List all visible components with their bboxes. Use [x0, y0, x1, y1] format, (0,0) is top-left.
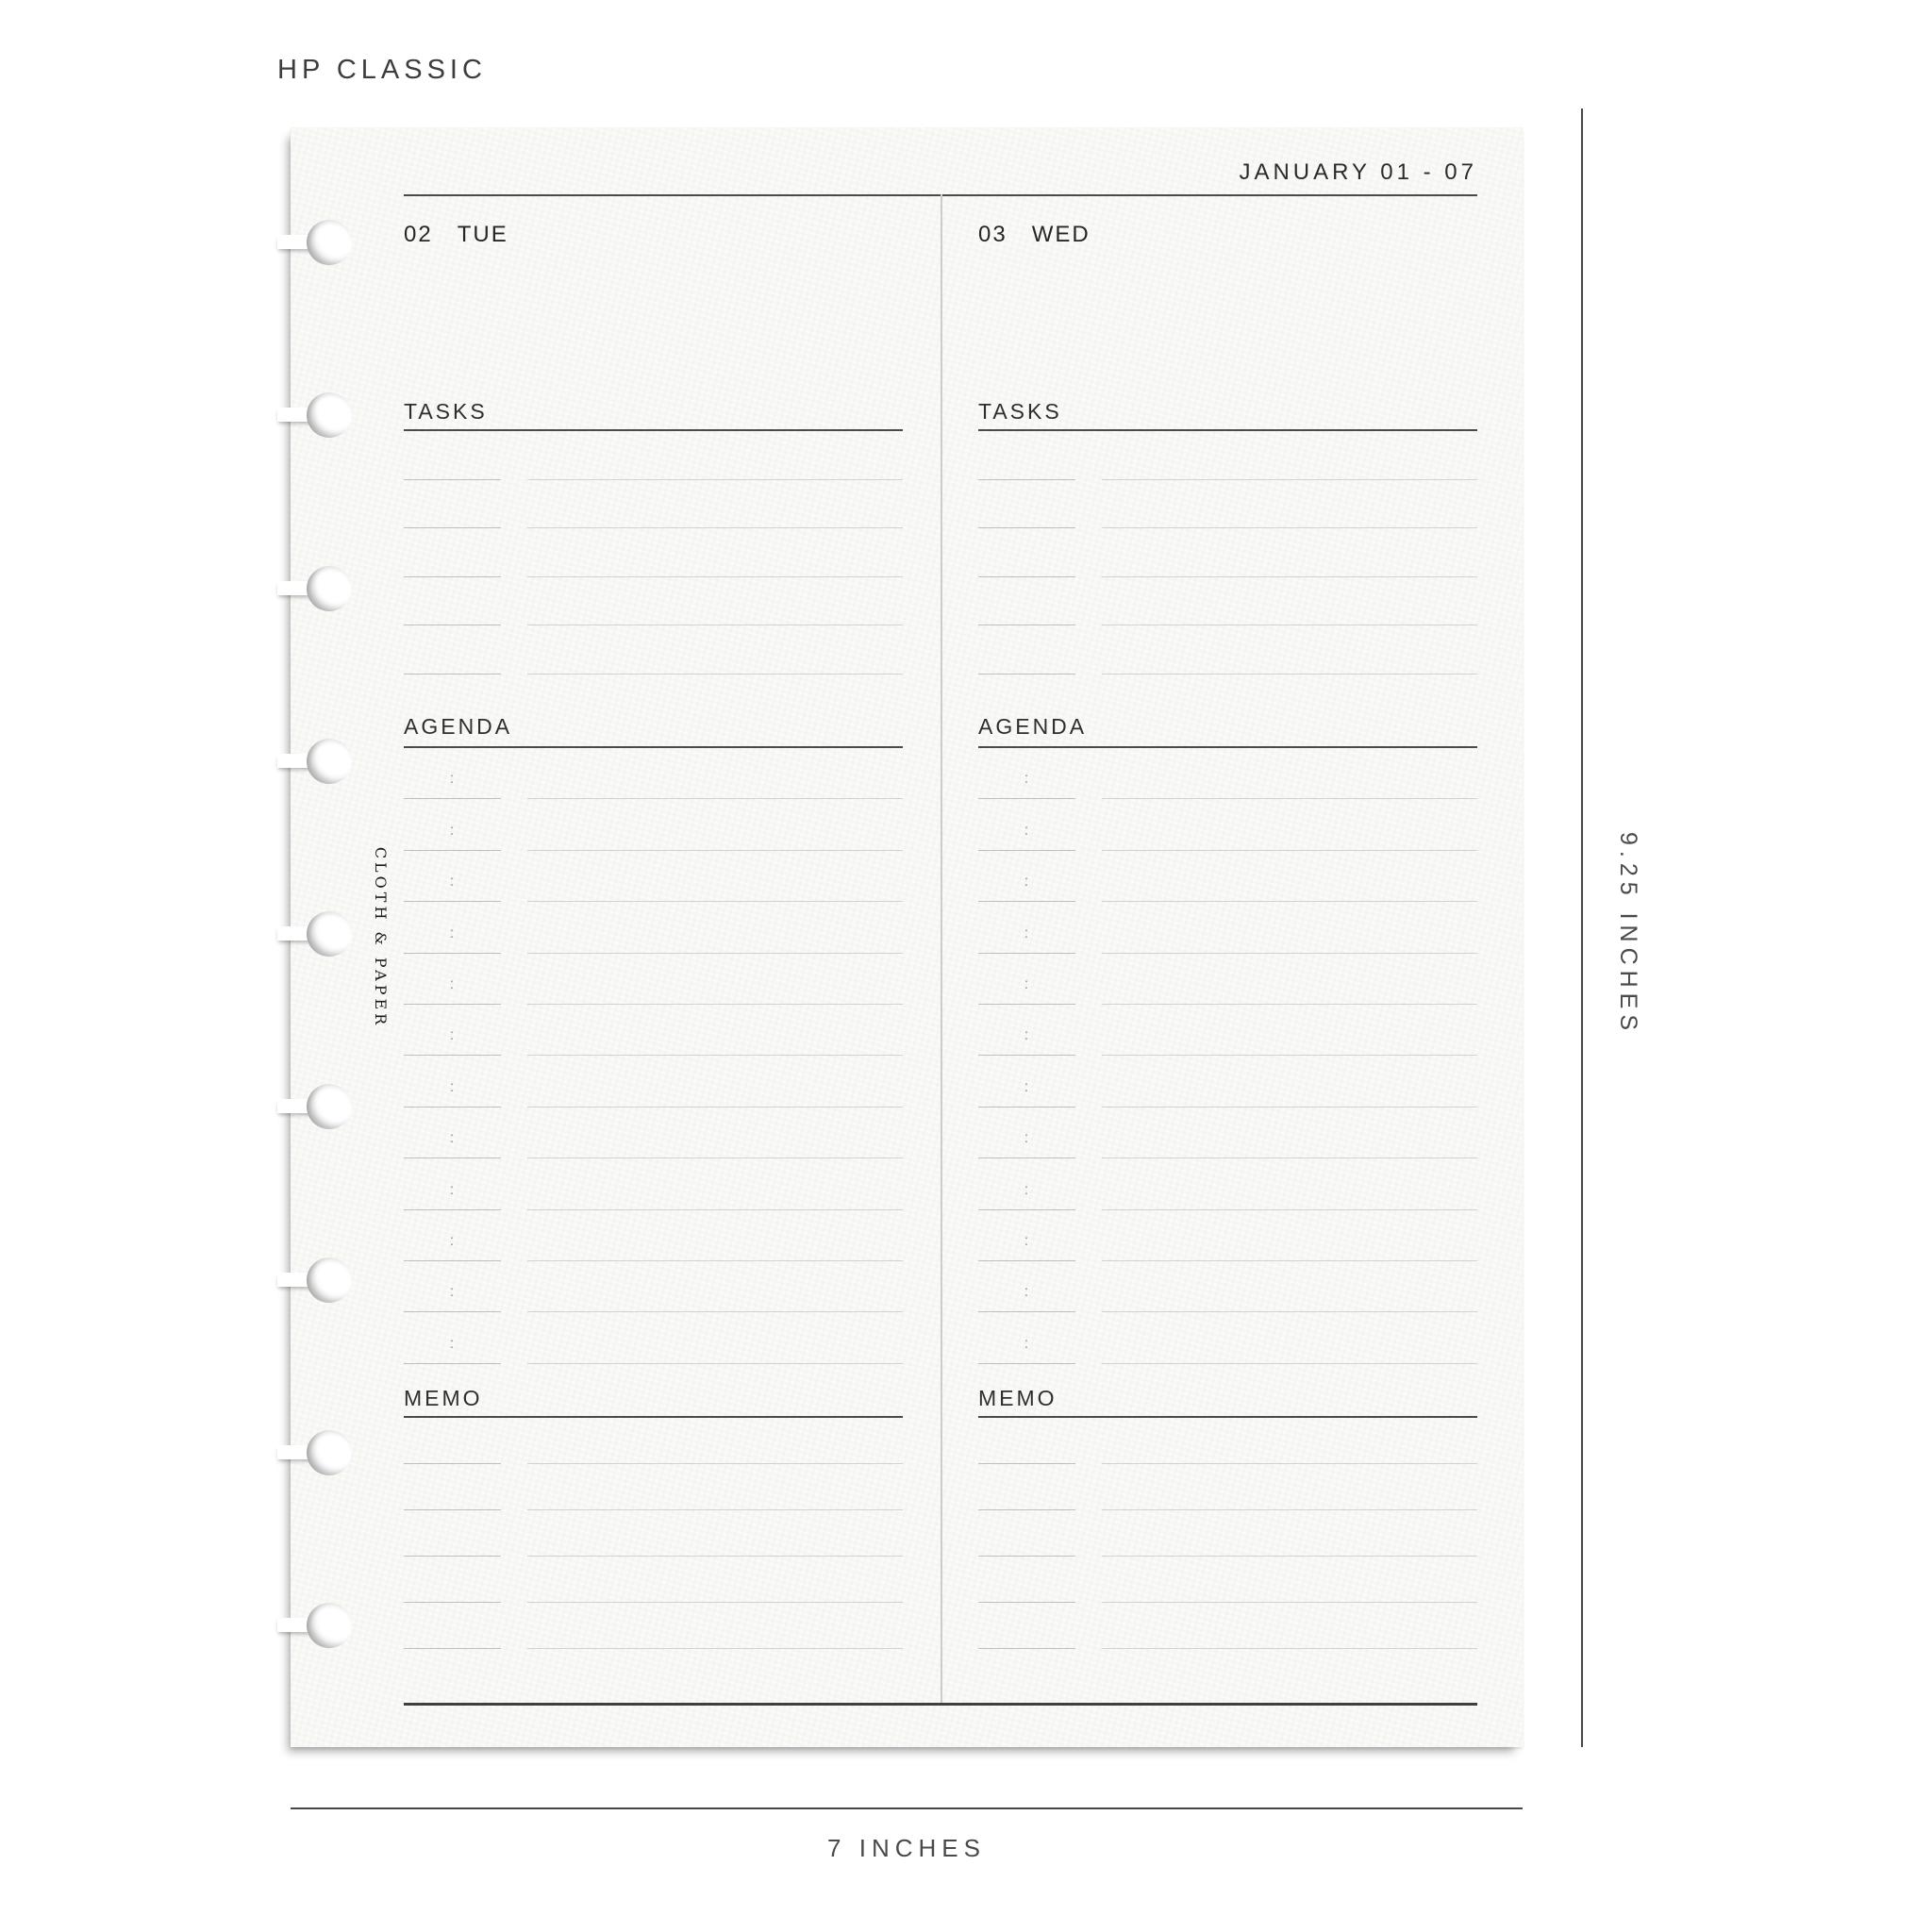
- day-header-right: [978, 222, 1091, 248]
- time-colon: :: [1024, 1232, 1030, 1249]
- planner-row: [404, 1312, 903, 1363]
- disc-notch-hole: [307, 566, 352, 611]
- planner-row: [404, 1557, 903, 1603]
- height-measure-line: [1581, 108, 1583, 1747]
- planner-row: [404, 1510, 903, 1557]
- planner-row: [978, 1005, 1477, 1056]
- planner-row: [978, 1557, 1477, 1603]
- planner-page: [291, 127, 1523, 1747]
- planner-row: [978, 528, 1477, 577]
- planner-row: [404, 528, 903, 577]
- width-measure-line: [291, 1807, 1523, 1809]
- planner-row: [978, 625, 1477, 675]
- time-colon: :: [449, 1284, 456, 1301]
- planner-row: [978, 1261, 1477, 1312]
- disc-notch: [277, 566, 355, 611]
- planner-row: [978, 1210, 1477, 1261]
- row-line-short: [978, 1648, 1075, 1649]
- width-dimension-label: 7 INCHES: [827, 1834, 986, 1862]
- planner-row: [404, 431, 903, 480]
- time-colon: :: [1024, 1181, 1030, 1198]
- disc-notch: [277, 1257, 355, 1303]
- time-colon: :: [449, 1130, 456, 1147]
- planner-row: [404, 799, 903, 850]
- row-line-long: [1102, 1648, 1477, 1649]
- planner-row: [978, 748, 1477, 799]
- planner-row: [978, 1312, 1477, 1363]
- day-number: 03: [978, 222, 1008, 247]
- disc-notch: [277, 911, 355, 957]
- disc-notch: [277, 739, 355, 784]
- week-range-label: JANUARY 01 - 07: [1239, 159, 1477, 185]
- row-line-short: [404, 1363, 501, 1364]
- disc-notch-hole: [307, 1603, 352, 1648]
- time-colon: :: [449, 1232, 456, 1249]
- row-line-long: [1102, 1363, 1477, 1364]
- disc-notch-hole: [307, 392, 352, 438]
- row-line-long: [527, 1648, 903, 1649]
- disc-notch-hole: [307, 1084, 352, 1129]
- row-line-short: [978, 1363, 1075, 1364]
- planner-row: [404, 577, 903, 626]
- planner-row: [404, 1418, 903, 1464]
- time-colon: :: [449, 771, 456, 788]
- row-line-short: [978, 674, 1075, 675]
- planner-row: [404, 1108, 903, 1158]
- disc-notch: [277, 392, 355, 438]
- row-line-long: [527, 674, 903, 675]
- disc-notch: [277, 220, 355, 265]
- row-line-short: [404, 674, 501, 675]
- disc-notch-hole: [307, 911, 352, 957]
- section-label: MEMO: [978, 1386, 1058, 1410]
- planner-row: [404, 480, 903, 529]
- planner-row: [978, 902, 1477, 953]
- section-label: TASKS: [404, 399, 488, 424]
- time-colon: :: [1024, 1130, 1030, 1147]
- footer-rule: [404, 1703, 1477, 1706]
- planner-row: [978, 1418, 1477, 1464]
- planner-row: [404, 1005, 903, 1056]
- planner-row: [978, 1158, 1477, 1209]
- planner-row: [404, 1056, 903, 1107]
- row-line-long: [527, 1363, 903, 1364]
- planner-row: [404, 748, 903, 799]
- row-line-long: [1102, 674, 1477, 675]
- time-colon: :: [1024, 975, 1030, 992]
- planner-row: [978, 1464, 1477, 1510]
- planner-row: [978, 1510, 1477, 1557]
- planner-row: [404, 1261, 903, 1312]
- planner-row: [404, 954, 903, 1005]
- planner-row: [978, 1108, 1477, 1158]
- brand-logo: CLOTH & PAPER: [372, 846, 390, 1029]
- disc-notch-hole: [307, 220, 352, 265]
- section-label: MEMO: [404, 1386, 483, 1410]
- row-line-short: [404, 1648, 501, 1649]
- time-colon: :: [449, 1181, 456, 1198]
- disc-notch: [277, 1603, 355, 1648]
- time-colon: :: [449, 1078, 456, 1095]
- planner-row: [978, 1603, 1477, 1649]
- time-colon: :: [1024, 1284, 1030, 1301]
- time-colon: :: [1024, 771, 1030, 788]
- day-number: 02: [404, 222, 433, 247]
- planner-row: [978, 954, 1477, 1005]
- planner-row: [978, 1056, 1477, 1107]
- day-name: WED: [1031, 222, 1091, 247]
- planner-row: [404, 1210, 903, 1261]
- planner-row: [978, 480, 1477, 529]
- time-colon: :: [1024, 822, 1030, 839]
- section-label: AGENDA: [978, 714, 1088, 739]
- planner-row: [404, 625, 903, 675]
- planner-row: [404, 851, 903, 902]
- section-label: AGENDA: [404, 714, 513, 739]
- day-name: TUE: [457, 222, 508, 247]
- planner-row: [978, 799, 1477, 850]
- planner-row: [404, 902, 903, 953]
- disc-notch-hole: [307, 1257, 352, 1303]
- time-colon: :: [449, 1027, 456, 1044]
- disc-notch: [277, 1430, 355, 1475]
- time-colon: :: [1024, 1335, 1030, 1352]
- planner-row: [404, 1158, 903, 1209]
- time-colon: :: [1024, 924, 1030, 941]
- planner-row: [978, 431, 1477, 480]
- disc-notch-hole: [307, 1430, 352, 1475]
- time-colon: :: [1024, 1078, 1030, 1095]
- planner-row: [404, 1603, 903, 1649]
- time-colon: :: [449, 975, 456, 992]
- planner-row: [404, 1464, 903, 1510]
- column-divider: [941, 194, 942, 1703]
- time-colon: :: [449, 822, 456, 839]
- time-colon: :: [449, 874, 456, 891]
- disc-notch-hole: [307, 739, 352, 784]
- time-colon: :: [449, 924, 456, 941]
- disc-notch: [277, 1084, 355, 1129]
- planner-row: [978, 851, 1477, 902]
- section-label: TASKS: [978, 399, 1062, 424]
- product-size-label: HP CLASSIC: [277, 55, 487, 85]
- planner-row: [978, 577, 1477, 626]
- time-colon: :: [1024, 1027, 1030, 1044]
- time-colon: :: [1024, 874, 1030, 891]
- height-dimension-label: 9.25 INCHES: [1615, 831, 1641, 1037]
- time-colon: :: [449, 1335, 456, 1352]
- day-header-left: [404, 222, 508, 248]
